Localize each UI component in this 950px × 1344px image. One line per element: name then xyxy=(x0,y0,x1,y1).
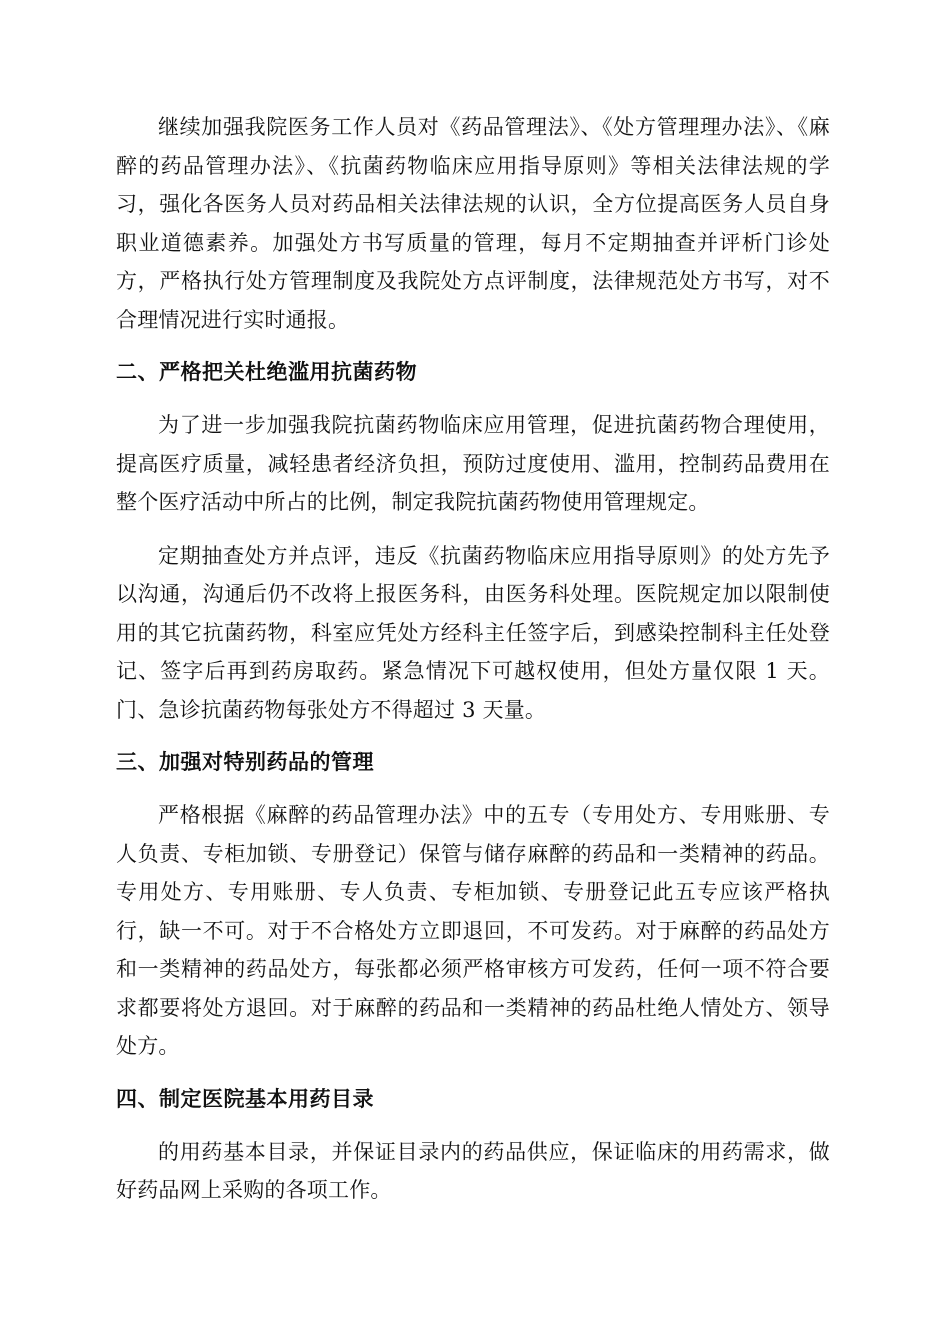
paragraph-narcotics-management: 严格根据《麻醉的药品管理办法》中的五专（专用处方、专用账册、专人负责、专柜加锁、专册登记）保管与储存麻醉的药品和一类精神的药品。专用处方、专用账册、专人负责、专柜加锁、专册登记此五专应该严格执行，缺一不可。对于不合格处方立即退回，不可发药。对于麻醉的药品处方和一类精神的药品处方，每张都必须严格审核方可发药，任何一项不符合要求都要将处方退回。对于麻醉的药品和一类精神的药品杜绝人情处方、领导处方。 xyxy=(116,803,830,1058)
paragraph-antibiotics-policy: 为了进一步加强我院抗菌药物临床应用管理，促进抗菌药物合理使用，提高医疗质量，减轻患者经济负担，预防过度使用、滥用，控制药品费用在整个医疗活动中所占的比例，制定我院抗菌药物使用管理规定。 xyxy=(116,413,830,514)
heading-antibiotics-control: 二、严格把关杜绝滥用抗菌药物 xyxy=(116,360,417,384)
paragraph-regulations-study: 继续加强我院医务工作人员对《药品管理法》、《处方管理理办法》、《麻醉的药品管理办法》、《抗菌药物临床应用指导原则》等相关法律法规的学习，强化各医务人员对药品相关法律法规的认识，全方位提高医务人员自身职业道德素养。加强处方书写质量的管理，每月不定期抽查并评析门诊处方，严格执行处方管理制度及我院处方点评制度，法律规范处方书写，对不合理情况进行实时通报。 xyxy=(116,115,830,332)
heading-special-drugs: 三、加强对特别药品的管理 xyxy=(116,750,374,774)
paragraph-drug-list: 的用药基本目录，并保证目录内的药品供应，保证临床的用药需求，做好药品网上采购的各项工作。 xyxy=(116,1139,830,1202)
heading-essential-drug-list: 四、制定医院基本用药目录 xyxy=(116,1086,374,1111)
paragraph-prescription-review: 定期抽查处方并点评，违反《抗菌药物临床应用指导原则》的处方先予以沟通，沟通后仍不改将上报医务科，由医务科处理。医院规定加以限制使用的其它抗菌药物，科室应凭处方经科主任签字后，到感染控制科主任处登记、签字后再到药房取药。紧急情况下可越权使用，但处方量仅限 1 天。门、急诊抗菌药物每张处方不得超过 3 天量。 xyxy=(116,543,830,722)
